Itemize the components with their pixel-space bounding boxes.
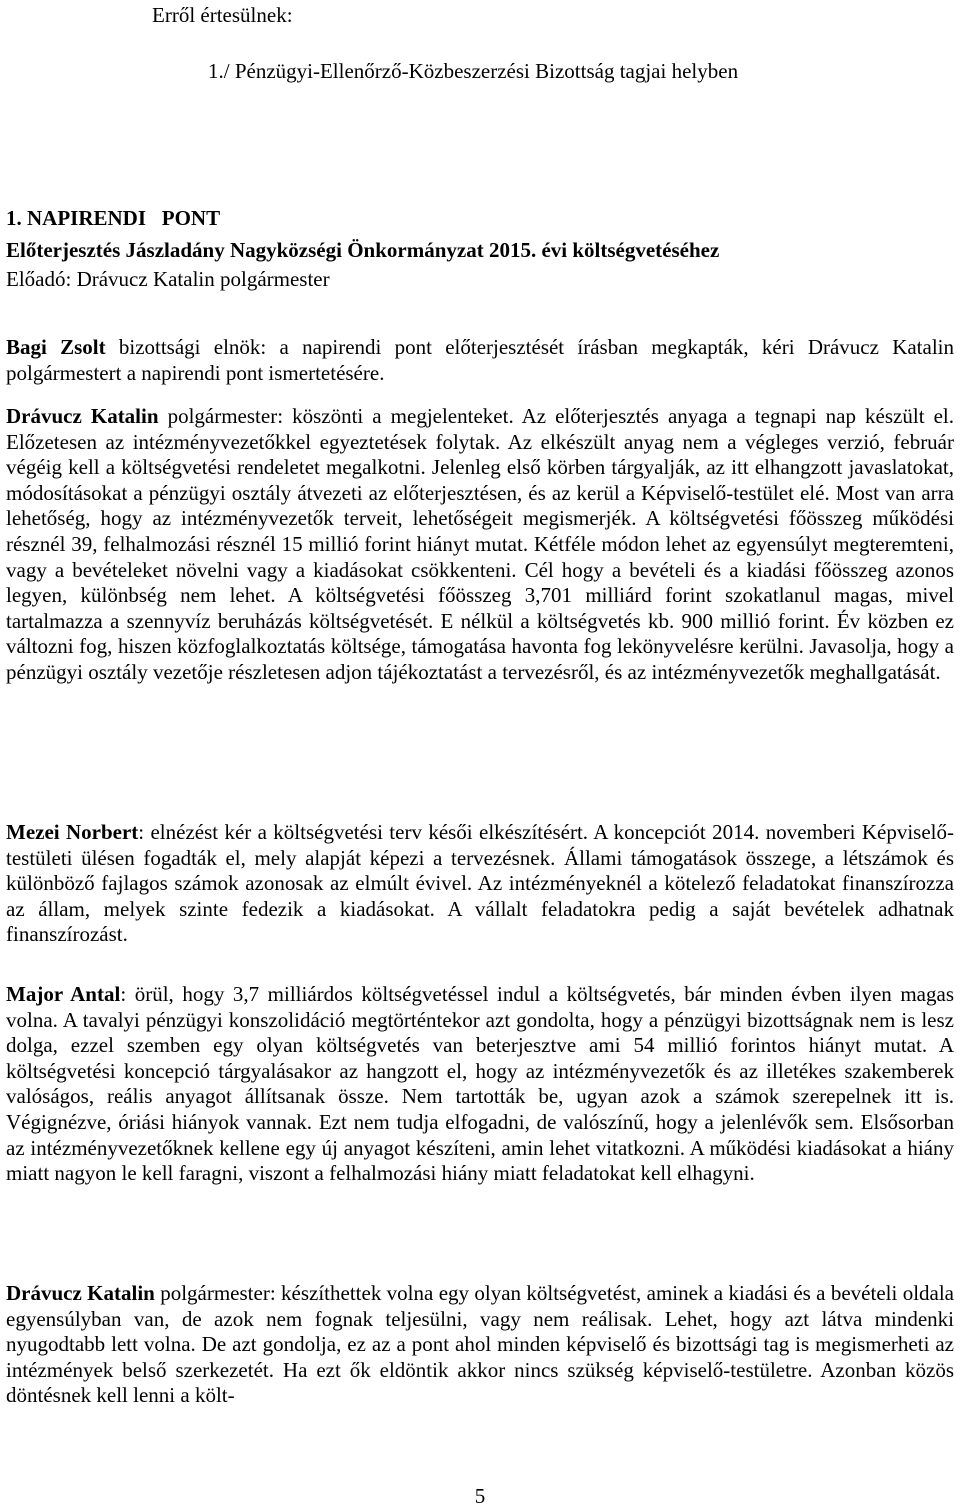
paragraph-text: bizottsági elnök: a napirendi pont előterjesztését írásban megkapták, kéri Drávucz Katalin polgármestert a napirendi pont ismertetésére.: [6, 335, 954, 385]
paragraph-text: polgármester: készíthettek volna egy olyan költségvetést, aminek a kiadási és a bevételi oldala egyensúlyban van, de azok nem fognak teljesülni, vagy nem reálisak. Lehet, hogy azt látva mindenki nyugodtabb lett volna. De azt gondolja, ez az a pont ahol minden képviselő és bizottsági tag is megismerheti az intézmények belső szerkezetét. Ha ezt ők eldöntik akkor nincs szükség képviselő-testületre. Azonban közös döntésnek kell lenni a költ-: [6, 1281, 954, 1408]
paragraph-text: : örül, hogy 3,7 milliárdos költségvetéssel indul a költségvetés, bár minden évben ilyen magas volna. A tavalyi pénzügyi konszolidáció megtörténtekor azt gondolta, hogy a pénzügyi bizottságnak nem is lesz dolga, ezzel szemben egy olyan költségvetés van beterjesztve ami 54 millió forintos hiányt mutat. A költségvetési koncepció tárgyalásakor az hangzott el, hogy az intézményvezetők és az illetékes szakemberek valóságos, reális anyagot állítsanak össze. Nem tartották be, ugyan azok a számok szerepelnek itt is. Végignézve, óriási hiányok vannak. Ezt nem tudja elfogadni, de valószínű, hogy a jelenlévők sem. Elsősorban az intézményvezetőknek kellene egy új anyagot készíteni, amin lehet vitatkozni. A működési kiadásokat a hiány miatt nagyon le kell faragni, viszont a felhalmozási hiány miatt feladatokat kell elhagyni.: [6, 982, 955, 1186]
notice-recipient: 1./ Pénzügyi-Ellenőrző-Közbeszerzési Bizottság tagjai helyben: [208, 59, 739, 83]
paragraph-major-antal: [6, 982, 954, 1187]
paragraph-text: polgármester: köszönti a megjelenteket. Az előterjesztés anyaga a tegnapi nap készült el. Előzetesen az intézményvezetőkkel egyeztetések folytak. Az elkészült anyag nem a végleges verzió, február végéig kell a költségvetési rendeletet megalkotni. Jelenleg első körben tárgyalják, az itt elhangzott javaslatokat, módosításokat a pénzügyi osztály átvezeti az előterjesztésen, és az kerül a Képviselő-testület elé. Most van arra lehetőség, hogy az intézményvezetők terveit, lehetőségeit megismerjék. A költségvetési főösszeg működési résznél 39, felhalmozási résznél 15 millió forint hiányt mutat. Kétféle módon lehet az egyensúlyt megteremteni, vagy a bevételeket növelni vagy a kiadásokat csökkenteni. Cél hogy a bevételi és a kiadási főösszeg azonos legyen, különbség nem lehet. A költségvetési főösszeg 3,701 milliárd forint szokatlanul magas, mivel tartalmazza a szennyvíz beruházás költségvetését. E nélkül a költségvetés kb. 900 millió forint. Év közben ez változni fog, hiszen közfoglalkoztatás költsége, támogatása havonta fog lekönyvelésre kerülni. Javasolja, hogy a pénzügyi osztály vezetője részletesen adjon tájékoztatást a tervezésről, és az intézményvezetők meghallgatását.: [6, 404, 954, 684]
speaker-name: Bagi Zsolt: [6, 335, 106, 359]
paragraph-bagi-zsolt: [6, 335, 954, 386]
speaker-name: Major Antal: [6, 982, 121, 1006]
paragraph-text: : elnézést kér a költségvetési terv késői elkészítésért. A koncepciót 2014. novemberi Képviselő-testületi ülésen fogadták el, mely alapját képezi a tervezésnek. Állami támogatások összege, a létszámok és különböző fajlagos számok azonosak az elmúlt évivel. Az intézményeknél a kötelező feladatokat finanszírozza az állam, melyek szinte fedezik a kiadásokat. A vállalt feladatokra pedig a saját bevételek adhatnak finanszírozást.: [6, 820, 954, 947]
agenda-subject: Előterjesztés Jászladány Nagyközségi Önkormányzat 2015. évi költségvetéséhez: [6, 238, 720, 262]
speaker-name: Drávucz Katalin: [6, 404, 159, 428]
speaker-name: Mezei Norbert: [6, 820, 139, 844]
agenda-presenter: Előadó: Drávucz Katalin polgármester: [6, 267, 330, 291]
paragraph-mezei-norbert: [6, 820, 954, 948]
paragraph-dravucz-katalin-1: [6, 404, 954, 686]
speaker-name: Drávucz Katalin: [6, 1281, 155, 1305]
notice-heading: Erről értesülnek:: [152, 3, 293, 27]
page-number: 5: [474, 1484, 486, 1508]
agenda-title: 1. NAPIRENDI PONT: [6, 206, 221, 230]
paragraph-dravucz-katalin-2: [6, 1281, 954, 1409]
